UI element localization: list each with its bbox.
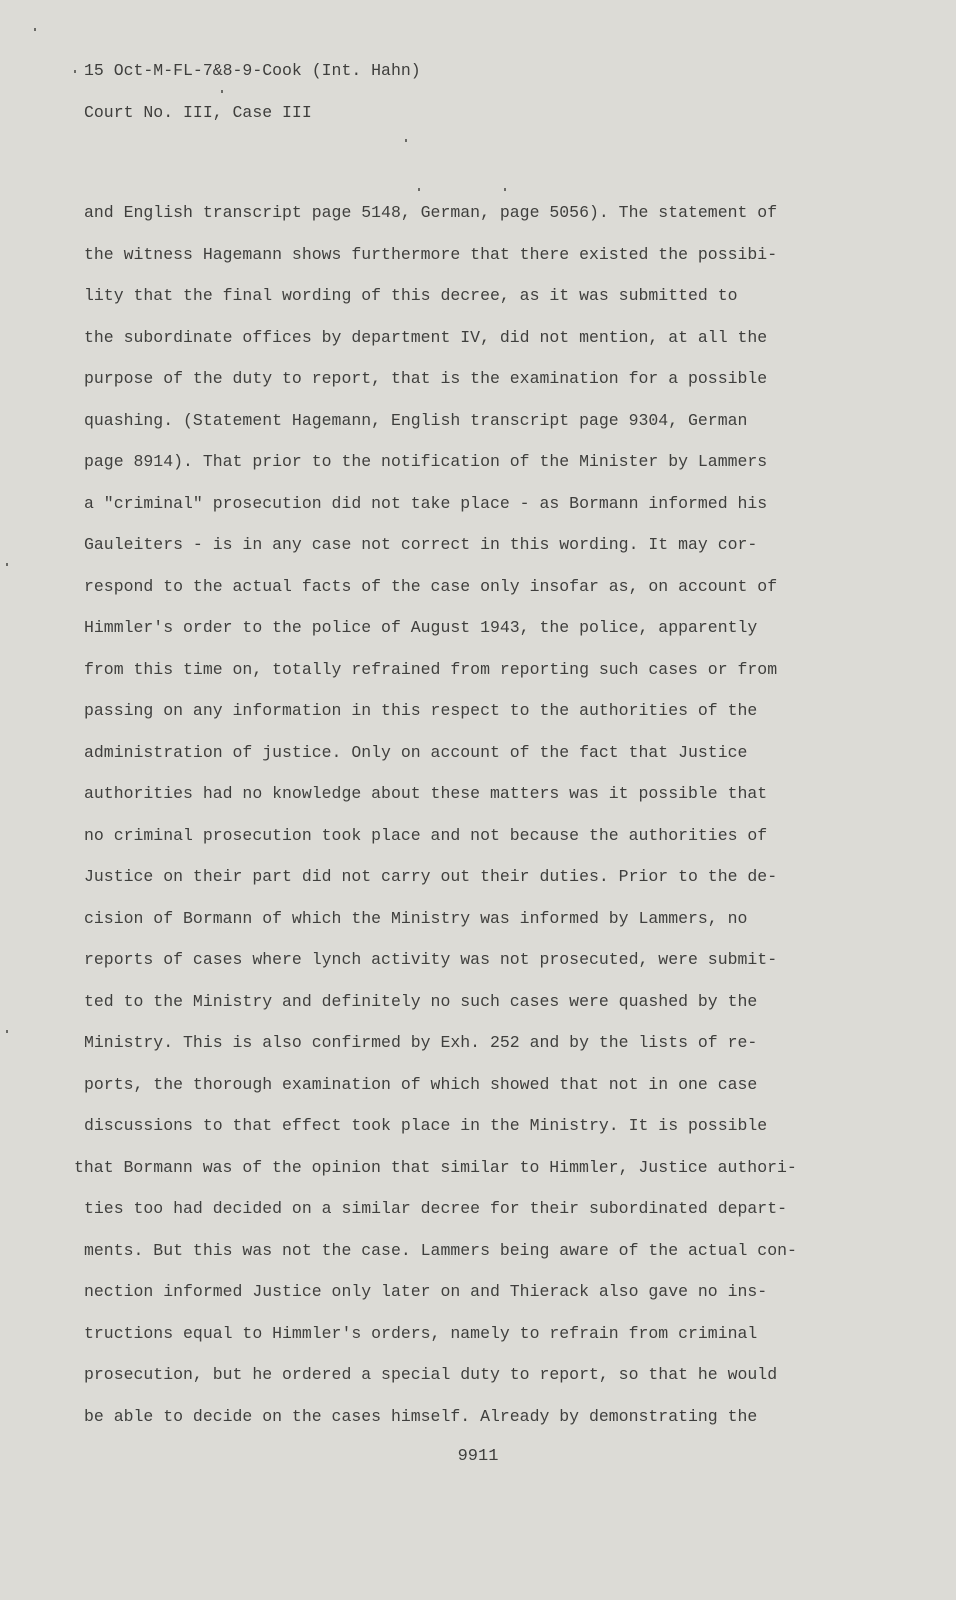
scan-speck — [74, 70, 76, 73]
text-line: quashing. (Statement Hagemann, English transcript page 9304, German — [84, 410, 748, 430]
text-line: Himmler's order to the police of August 1943, the police, apparently — [84, 618, 758, 637]
text-line: discussions to that effect took place in the Ministry. It is possible — [84, 1116, 768, 1135]
text-line: ties too had decided on a similar decree for their subordinated depart- — [84, 1199, 788, 1218]
scan-speck — [221, 90, 223, 93]
text-line: no criminal prosecution took place and not because the authorities of — [84, 825, 768, 845]
text-line: be able to decide on the cases himself. Already by demonstrating the — [84, 1406, 758, 1426]
header-court-line: Court No. III, Case III — [84, 103, 312, 122]
scan-speck — [34, 28, 36, 31]
text-line: administration of justice. Only on account of the fact that Justice — [84, 742, 748, 762]
text-line: Gauleiters - is in any case not correct in this wording. It may cor- — [84, 535, 758, 554]
text-line: a "criminal" prosecution did not take place - as Bormann informed his — [84, 493, 768, 513]
transcript-body — [74, 200, 834, 1445]
text-line: reports of cases where lynch activity was not prosecuted, were submit- — [84, 950, 778, 969]
text-line: ments. But this was not the case. Lammers being aware of the actual con- — [84, 1240, 797, 1260]
text-line: Justice on their part did not carry out their duties. Prior to the de- — [84, 867, 778, 886]
text-line: purpose of the duty to report, that is the examination for a possible — [84, 369, 768, 388]
text-line: and English transcript page 5148, German, page 5056). The statement of — [84, 203, 778, 222]
text-line: the witness Hagemann shows furthermore that there existed the possibi- — [84, 244, 778, 264]
text-line: Ministry. This is also confirmed by Exh. 252 and by the lists of re- — [84, 1033, 758, 1052]
text-line: lity that the final wording of this decree, as it was submitted to — [84, 286, 738, 305]
text-line: that Bormann was of the opinion that similar to Himmler, Justice authori- — [74, 1157, 797, 1177]
text-line: nection informed Justice only later on and Thierack also gave no ins- — [84, 1282, 768, 1301]
text-line: passing on any information in this respect to the authorities of the — [84, 701, 758, 720]
header-reference-line: 15 Oct-M-FL-7&8-9-Cook (Int. Hahn) — [84, 61, 421, 80]
text-line: ted to the Ministry and definitely no such cases were quashed by the — [84, 991, 758, 1011]
text-line: the subordinate offices by department IV, did not mention, at all the — [84, 327, 768, 347]
text-line: authorities had no knowledge about these matters was it possible that — [84, 784, 768, 803]
scan-speck — [6, 1030, 8, 1033]
scan-speck — [405, 139, 407, 142]
text-line: respond to the actual facts of the case only insofar as, on account of — [84, 576, 778, 596]
scan-speck — [418, 188, 420, 191]
scan-speck — [504, 188, 506, 191]
text-line: page 8914). That prior to the notification of the Minister by Lammers — [84, 452, 768, 471]
page-number: 9911 — [457, 1447, 499, 1466]
scan-speck — [6, 563, 8, 566]
document-header — [84, 58, 421, 142]
text-line: prosecution, but he ordered a special duty to report, so that he would — [84, 1365, 778, 1384]
text-line: cision of Bormann of which the Ministry was informed by Lammers, no — [84, 908, 748, 928]
text-line: ports, the thorough examination of which showed that not in one case — [84, 1074, 758, 1094]
text-line: tructions equal to Himmler's orders, namely to refrain from criminal — [84, 1323, 758, 1343]
text-line: from this time on, totally refrained from reporting such cases or from — [84, 659, 778, 679]
